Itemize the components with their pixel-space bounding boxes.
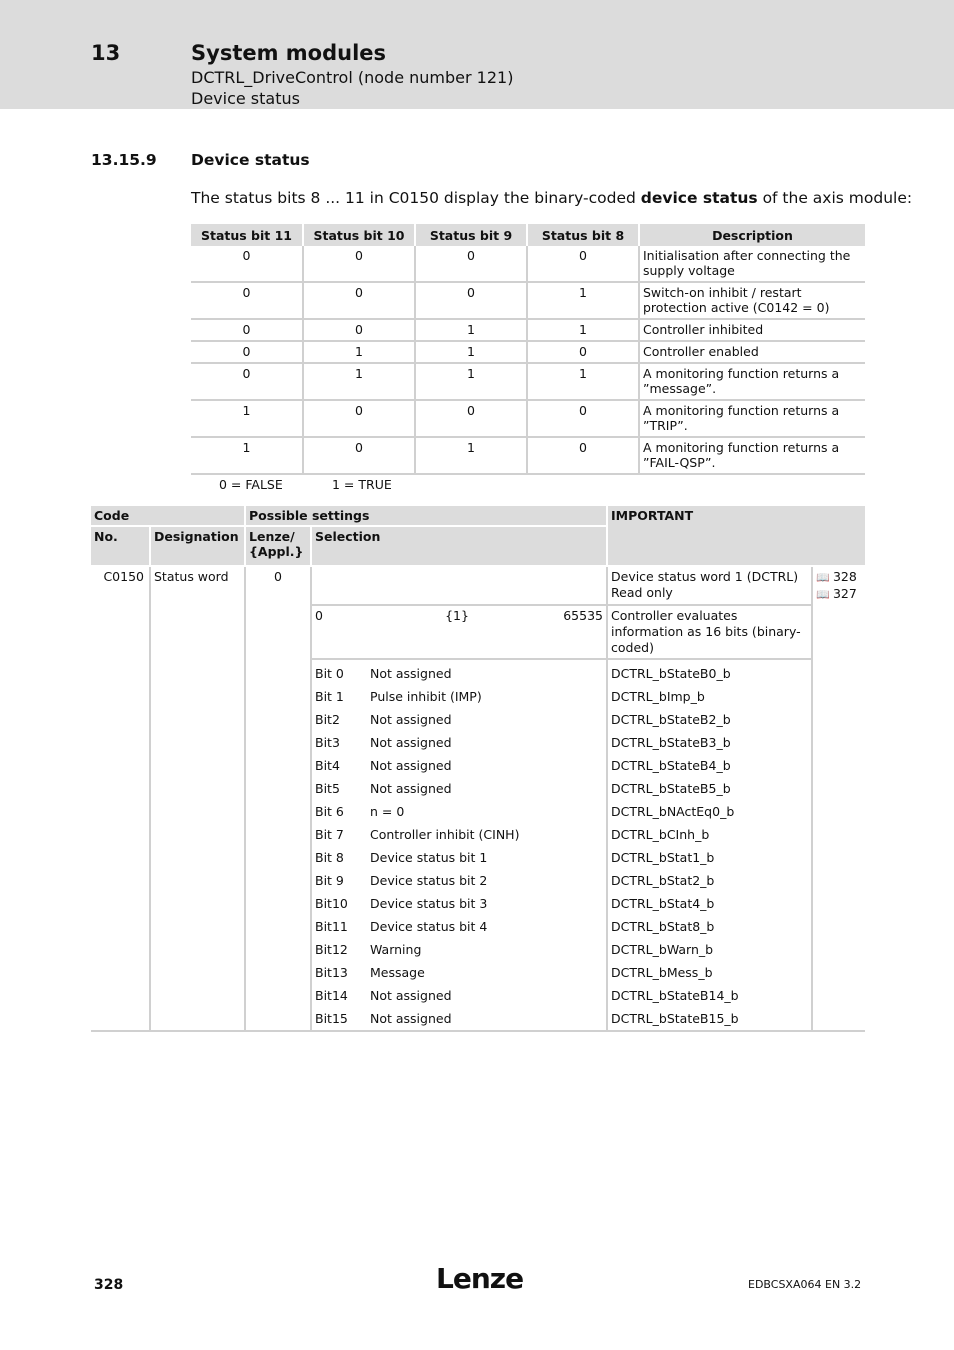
bit-signal: DCTRL_bMess_b: [607, 960, 812, 983]
page-ref-link[interactable]: [816, 569, 862, 586]
book-icon: 📖: [816, 588, 830, 601]
bit-label: Not assigned: [370, 988, 452, 1003]
section-title: Device status: [191, 151, 310, 169]
header-selection: Selection: [311, 526, 607, 566]
bit-signal: DCTRL_bStat4_b: [607, 891, 812, 914]
bit-label: Not assigned: [367, 1006, 607, 1031]
bit-number: Bit15: [311, 1006, 367, 1031]
bit-number: Bit12: [311, 937, 367, 960]
bit-signal: DCTRL_bStat2_b: [607, 868, 812, 891]
cell-bit8: 0: [527, 341, 639, 363]
important-line1: Device status word 1 (DCTRL): [611, 569, 799, 584]
bit-label: Not assigned: [370, 666, 452, 681]
bit-label: Not assigned: [370, 781, 452, 796]
legend-true: 1 = TRUE: [332, 477, 392, 492]
table-row: [191, 363, 865, 400]
cell-description: A monitoring function returns a ”FAIL-QSP”.: [639, 437, 865, 474]
bit-number: Bit 1: [311, 684, 367, 707]
cell-bit10: 0: [303, 437, 415, 474]
lenze-logo: Lenze: [436, 1262, 524, 1295]
cell-bit11: 0: [191, 282, 303, 319]
bit-signal: DCTRL_bCInh_b: [607, 822, 812, 845]
header-status-bit-11: Status bit 11: [191, 224, 303, 246]
header-subtitle-2: Device status: [191, 89, 300, 108]
cell-bit11: 1: [191, 437, 303, 474]
bit-signal: DCTRL_bStateB15_b: [607, 1006, 812, 1031]
bit-signal: DCTRL_bStat8_b: [607, 914, 812, 937]
bit-signal: DCTRL_bImp_b: [607, 684, 812, 707]
bit-label: Device status bit 4: [370, 919, 488, 934]
bit-label: Device status bit 3: [370, 896, 488, 911]
book-icon: 📖: [816, 571, 830, 584]
cell-bit8: 1: [527, 282, 639, 319]
code-header-row: [91, 506, 865, 526]
table-row: [191, 246, 865, 282]
bit-signal: DCTRL_bStat1_b: [607, 845, 812, 868]
selection-empty: [311, 566, 607, 605]
table-row: [191, 319, 865, 341]
bit-number: Bit5: [311, 776, 367, 799]
header-subtitle: DCTRL_DriveControl (node number 121): [191, 68, 514, 87]
cell-bit8: 1: [527, 363, 639, 400]
bit-label: Device status bit 2: [370, 873, 488, 888]
chapter-number: 13: [91, 41, 121, 65]
bit-number: Bit 6: [311, 799, 367, 822]
table-row: [191, 282, 865, 319]
code-designation: Status word: [150, 566, 245, 1031]
cell-bit11: 1: [191, 400, 303, 437]
page-number: 328: [94, 1277, 124, 1293]
range-max: 65535: [547, 605, 607, 659]
cell-bit11: 0: [191, 319, 303, 341]
header-status-bit-9: Status bit 9: [415, 224, 527, 246]
header-status-bit-10: Status bit 10: [303, 224, 415, 246]
bit-signal: DCTRL_bStateB3_b: [607, 730, 812, 753]
bit-number: Bit14: [311, 983, 367, 1006]
lenze-default: 0: [245, 566, 311, 1031]
header-no: No.: [91, 526, 150, 566]
cell-bit8: 0: [527, 400, 639, 437]
intro-bold-text: device status: [640, 189, 758, 207]
table-header-row: [191, 224, 865, 246]
bit-signal: DCTRL_bStateB14_b: [607, 983, 812, 1006]
cell-bit8: 1: [527, 319, 639, 341]
cell-bit9: 1: [415, 319, 527, 341]
code-table: [91, 506, 865, 1032]
cell-bit10: 0: [303, 246, 415, 282]
bit-number: Bit 7: [311, 822, 367, 845]
bit-signal: DCTRL_bStateB4_b: [607, 753, 812, 776]
bit-number: Bit4: [311, 753, 367, 776]
important-line2: Read only: [611, 585, 673, 600]
cell-bit9: 1: [415, 363, 527, 400]
intro-text-end: of the axis module:: [757, 189, 913, 207]
page-ref-number: 327: [832, 586, 857, 601]
header-description: Description: [639, 224, 865, 246]
section-number: 13.15.9: [91, 151, 157, 169]
bit-signal: DCTRL_bStateB5_b: [607, 776, 812, 799]
code-number: C0150: [91, 566, 150, 1031]
bit-number: Bit13: [311, 960, 367, 983]
cell-bit10: 0: [303, 400, 415, 437]
table-row: [191, 341, 865, 363]
bit-label: Not assigned: [370, 758, 452, 773]
page-header: [0, 0, 954, 109]
header-designation: Designation: [150, 526, 245, 566]
cell-bit11: 0: [191, 246, 303, 282]
cell-bit9: 0: [415, 400, 527, 437]
intro-text: The status bits 8 ... 11 in C0150 display the binary-coded: [191, 189, 641, 207]
bit-label: Controller inhibit (CINH): [370, 827, 520, 842]
bit-number: Bit3: [311, 730, 367, 753]
cell-bit10: 1: [303, 363, 415, 400]
cell-description: Initialisation after connecting the supply voltage: [639, 246, 865, 282]
cell-bit10: 0: [303, 319, 415, 341]
header-status-bit-8: Status bit 8: [527, 224, 639, 246]
cell-bit8: 0: [527, 246, 639, 282]
cell-description: A monitoring function returns a ”TRIP”.: [639, 400, 865, 437]
legend-false: 0 = FALSE: [219, 477, 283, 492]
cell-bit8: 0: [527, 437, 639, 474]
bit-label: Message: [370, 965, 425, 980]
cell-description: Controller inhibited: [639, 319, 865, 341]
bit-number: Bit11: [311, 914, 367, 937]
table-row: [91, 566, 865, 605]
header-code: Code: [91, 506, 245, 526]
table-row: [191, 400, 865, 437]
cell-description: Switch-on inhibit / restart protection active (C0142 = 0): [639, 282, 865, 319]
bit-signal: DCTRL_bWarn_b: [607, 937, 812, 960]
cell-bit9: 0: [415, 282, 527, 319]
page-ref-link[interactable]: [816, 586, 862, 603]
bit-label: Pulse inhibit (IMP): [370, 689, 482, 704]
bit-label: Device status bit 1: [370, 850, 488, 865]
bit-signal: DCTRL_bNActEq0_b: [607, 799, 812, 822]
cell-description: A monitoring function returns a ”message”.: [639, 363, 865, 400]
cell-bit10: 0: [303, 282, 415, 319]
cell-bit9: 0: [415, 246, 527, 282]
header-important: IMPORTANT: [607, 506, 865, 566]
cell-description: Controller enabled: [639, 341, 865, 363]
range-note: Controller evaluates information as 16 bits (binary-coded): [607, 605, 812, 659]
bit-label: Not assigned: [370, 735, 452, 750]
bit-label: Warning: [370, 942, 422, 957]
bit-number: Bit2: [311, 707, 367, 730]
bit-label: n = 0: [370, 804, 405, 819]
cell-bit10: 1: [303, 341, 415, 363]
cell-bit9: 1: [415, 437, 527, 474]
cell-bit11: 0: [191, 363, 303, 400]
bit-number: Bit10: [311, 891, 367, 914]
bit-signal: DCTRL_bStateB2_b: [607, 707, 812, 730]
range-min: 0: [311, 605, 367, 659]
bit-signal: DCTRL_bStateB0_b: [607, 659, 812, 684]
page-ref-number: 328: [832, 569, 857, 584]
bit-number: Bit 9: [311, 868, 367, 891]
bit-label: Not assigned: [370, 712, 452, 727]
header-possible-settings: Possible settings: [245, 506, 607, 526]
document-id: EDBCSXA064 EN 3.2: [748, 1278, 862, 1291]
cell-bit11: 0: [191, 341, 303, 363]
device-status-table: [191, 224, 865, 475]
important-cell: [607, 566, 812, 605]
page-refs: [812, 566, 865, 1031]
range-step: {1}: [367, 605, 547, 659]
intro-paragraph: [191, 189, 912, 207]
table-row: [191, 437, 865, 474]
bit-number: Bit 0: [311, 659, 367, 684]
bit-number: Bit 8: [311, 845, 367, 868]
cell-bit9: 1: [415, 341, 527, 363]
header-lenze-appl: Lenze/ {Appl.}: [245, 526, 311, 566]
chapter-title: System modules: [191, 41, 387, 65]
